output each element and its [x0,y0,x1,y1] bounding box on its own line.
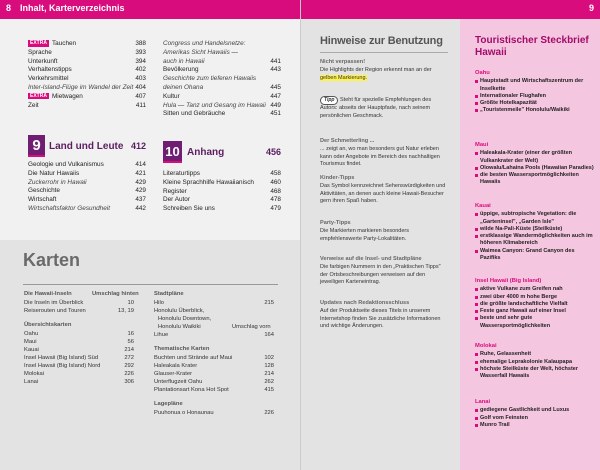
map-entry-title: Maui [24,339,37,345]
tip-badge: Tipp [320,96,338,105]
map-entry[interactable] [24,378,134,386]
map-subheader: Übersichtskarten [24,322,72,328]
feature-text: Olowalu/Lahaina Pools (Hawaiian Paradies) [480,164,594,171]
profile-island [475,70,595,115]
profile-title: Touristischer Steckbrief Hawaii [475,35,589,58]
island-feature [475,422,595,429]
map-entry[interactable] [154,362,274,370]
map-entry[interactable] [154,386,274,394]
toc-entry-title: Literaturtipps [163,170,200,177]
header-title: Inhalt, Karterverzeichnis [20,3,125,13]
toc-entry-page: 445 [270,83,281,91]
toc-entry-page: 460 [270,178,281,186]
toc-entry[interactable] [28,75,146,84]
usage-title: Hinweise zur Benutzung [320,35,443,47]
usage-text: Auf der Produktseite dieses Titels in unserem Internetshop finden Sie zusätzliche Informationen und wichtige Änderungen. [320,308,441,330]
toc-entry-page: 441 [270,57,281,65]
right-page [301,0,600,470]
toc-entry[interactable] [28,187,146,196]
toc-entry-page: 414 [135,161,146,168]
island-feature [475,165,595,172]
map-entry-title: Insel Hawaii (Big Island) Nord [24,363,101,369]
island-feature [475,294,595,301]
map-entry-title: Honolulu Waikiki [158,324,201,330]
map-entry-title: Die Inseln im Überblick [24,300,84,306]
toc-entry-title: Geologie und Vulkanismus [28,161,104,168]
usage-text: Das Symbol kennzeichnet Sehenswürdigkeiten und Aktivitäten, an denen auch kleine Hawaii-Besucher gern ihren Spaß haben. [320,183,446,205]
map-entry[interactable] [154,354,274,362]
toc-entry-page: 458 [270,170,281,177]
island-feature [475,248,595,263]
island-feature [475,150,595,165]
map-entry[interactable] [154,323,274,331]
feature-text: aktive Vulkane zum Greifen nah [480,286,563,293]
map-subheader: Lagepläne [154,401,183,407]
profile-island [475,278,595,330]
toc-entry-title: Schreiben Sie uns [163,205,215,213]
left-header [0,0,301,19]
feature-text: gediegene Gastlichkeit und Luxus [480,407,570,414]
island-feature [475,211,595,226]
right-header [301,0,600,19]
toc-entry-page: 411 [135,101,146,109]
toc-entry-title: Geschichte [28,187,60,195]
toc-entry-title: deinen Ohana [163,83,204,91]
profile-island [475,343,595,380]
map-entry[interactable] [24,354,134,362]
toc-entry[interactable] [163,205,281,214]
feature-text: beste und sehr gute Wassersportmöglichkeiten [480,315,551,329]
map-entry[interactable] [154,315,274,323]
usage-text: Die farbigen Nummern in den „Praktischen Tipps" der Ortsbeschreibungen verweisen auf den jeweiligen Karteneintrag. [320,264,441,286]
usage-section-title: Der Schmetterling ... [320,138,375,144]
island-title: Oahu [475,70,490,76]
usage-section-title: Verweise auf die Insel- und Stadtpläne [320,256,422,262]
map-entry-page: 226 [264,410,274,416]
map-entry-location: Umschlag vorn [232,324,271,330]
toc-entry[interactable] [28,170,146,179]
map-entry[interactable] [154,307,274,315]
toc-entry[interactable] [28,196,146,205]
map-entry-page: 16 [127,331,134,337]
usage-text: Steht für spezielle Empfehlungen des Autors: abseits der Hauptpfade, nach seinem persönlichen Geschmack. [320,97,432,119]
usage-section [320,256,448,287]
map-entry[interactable] [154,299,274,307]
map-entry[interactable] [24,307,134,315]
toc-entry-title: Verhaltenstipps [28,66,72,74]
chapter-page: 456 [265,147,281,157]
island-feature [475,78,595,93]
toc-entry[interactable] [163,170,281,179]
map-entry-title: Honolulu Downtown, [158,316,212,322]
toc-entry-page: 403 [135,75,146,83]
map-entry-title: Buchten und Strände auf Maui [154,355,233,361]
map-entry-title: Oahu [24,331,39,337]
map-entry-page: 102 [264,355,274,361]
feature-text: höchste Steilküste der Welt, höchster Wasserfall Hawaiis [480,365,579,380]
map-entry-page: 306 [124,379,134,385]
map-entry[interactable] [154,370,274,378]
toc-entry-title: auch in Hawaii [163,57,205,65]
toc-entry-title: Zuckerrohr in Hawaii [28,178,87,186]
map-entry-title: Kauai [24,347,39,353]
usage-section-title: Updates nach Redaktionsschluss [320,300,410,306]
map-subheader: Thematische Karten [154,346,210,352]
island-feature [475,366,595,381]
feature-text: Ruhe, Gelassenheit [480,351,532,358]
toc-entry-title: Verkehrsmittel [28,75,69,83]
toc-entry[interactable] [163,188,281,197]
toc-entry[interactable] [28,58,146,67]
map-entry-page: 214 [124,347,134,353]
map-entry-page: 128 [264,363,274,369]
chapter-title: Anhang [187,147,225,158]
toc-entry-page: 479 [270,205,281,213]
feature-text: Haleakala-Krater (einer der größten Vulkankrater der Welt) [480,150,573,164]
feature-text: Munro Trail [480,421,510,428]
island-feature [475,407,595,414]
island-feature [475,107,595,114]
toc-entry-page: 437 [135,196,146,204]
map-entry-location: Umschlag hinten [92,291,139,297]
feature-text: üppige, subtropische Vegetation: die „Garteninsel", „Garden Isle" [480,211,577,225]
toc-entry-title: Sprache [28,48,52,56]
toc-entry-page: 447 [270,92,281,100]
island-feature [475,308,595,315]
toc-entry-page: 429 [135,178,146,186]
map-entry-title: Hilo [154,300,164,306]
map-entry-title: Plantationsart Kona Hot Spot [154,387,229,393]
map-entry-page: 13, 19 [117,308,134,314]
toc-entry-page: 449 [270,101,281,109]
usage-section [320,138,448,169]
toc-entry[interactable] [163,179,281,188]
island-title: Lanai [475,399,491,405]
map-entry[interactable] [24,362,134,370]
toc-entry[interactable] [28,93,146,102]
map-entry[interactable] [24,370,134,378]
highlight-sample: gelben Markierung. [320,74,368,81]
map-entry-title: Honolulu Überblick, [154,308,205,314]
toc-entry[interactable] [28,49,146,58]
toc-entry[interactable] [163,66,281,75]
toc-entry[interactable] [28,205,146,214]
map-entry[interactable] [154,331,274,339]
page-number-left: 8 [6,3,12,13]
feature-text: ehemalige Leprakolonie Kalaupapa [480,358,573,365]
toc-entry[interactable] [28,84,146,93]
map-entry-title: Reiserouten und Touren [24,308,86,314]
map-entry-page: 415 [264,387,274,393]
feature-text: Größte Hotelkapazität [480,100,537,107]
toc-entry-title: Wirtschaft [28,196,57,204]
map-entry-title: Haleakala Krater [154,363,198,369]
map-entry[interactable] [24,346,134,354]
island-feature [475,100,595,107]
island-feature [475,301,595,308]
island-feature [475,359,595,366]
island-feature [475,286,595,293]
toc-entry[interactable] [28,40,146,49]
toc-entry-title: Congress und Handelsnetze: [163,40,246,47]
toc-entry-title: Die Natur Hawaiis [28,169,80,177]
feature-text: Hauptstadt und Wirtschaftszentrum der Inselkette [480,78,584,92]
toc-chapter-10 [163,170,281,214]
toc-entry-page: 429 [135,187,146,195]
usage-section [320,300,448,331]
toc-entry-page: 402 [135,66,146,74]
page-number-right: 9 [588,3,594,13]
feature-text: Waimea Canyon: Grand Canyon des Pazifiks [480,247,575,262]
usage-section [320,59,448,82]
map-entry-page: 272 [124,355,134,361]
maps-column-2 [154,290,274,417]
island-feature [475,93,595,100]
usage-section [320,175,448,206]
toc-entry-title: Amerikas Sicht Hawaiis — [163,48,238,56]
toc-entry-page: 442 [135,204,146,212]
map-entry-page: 262 [264,379,274,385]
island-feature [475,172,595,187]
island-feature [475,226,595,233]
feature-text: wilde Na-Pali-Küste (Steilküste) [480,225,563,232]
map-entry[interactable] [24,299,134,307]
map-entry-title: Die Hawaii-Inseln [24,291,72,297]
toc-entry-title: Register [163,187,187,195]
toc-chapter-9 [28,161,146,214]
island-title: Kauai [475,203,491,209]
toc-entry-title: Hula — Tanz und Gesang im Hawaii [163,101,266,109]
toc-entry-page: 451 [270,110,281,118]
profile-island [475,142,595,187]
toc-entry[interactable] [28,179,146,188]
map-entry[interactable] [24,338,134,346]
chapter-number: 9 [28,135,45,157]
island-feature [475,315,595,330]
map-entry-page: 10 [127,300,134,306]
toc-entry-title: Unterkunft [28,57,58,65]
feature-text: erstklassige Wandermöglichkeiten auch im höheren Klimabereich [480,233,593,247]
extra-tag: EXTRA [30,40,47,46]
map-subheader: Stadtpläne [154,291,184,297]
karten-title: Karten [23,250,81,270]
map-entry-page: 56 [127,339,134,345]
island-feature [475,351,595,358]
toc-entry-page: 388 [135,40,146,47]
toc-entry[interactable] [163,93,281,102]
feature-text: zwei über 4000 m hohe Berge [480,293,558,300]
map-entry-title: Glauser-Krater [154,371,193,377]
feature-text: „Touristenmeile" Honolulu/Waikiki [480,107,570,114]
toc-entry-title: Tauchen [51,40,77,47]
island-feature [475,233,595,248]
toc-entry-page: 468 [270,187,281,195]
usage-section-title: Kinder-Tipps [320,175,355,181]
island-title: Insel Hawaii (Big Island) [475,278,542,284]
toc-entry[interactable] [163,84,281,93]
toc-entry-title: Sitten und Gebräuche [163,110,226,118]
toc-entry-title: Inter-Island-Flüge im Wandel der Zeit [28,83,134,91]
map-entry[interactable] [24,330,134,338]
toc-entry[interactable] [163,40,281,49]
toc-entry[interactable] [163,196,281,205]
map-entry-page: 215 [264,300,274,306]
toc-entry-title: Kleine Sprachhilfe Hawaiianisch [163,178,254,186]
map-entry-page: 226 [124,371,134,377]
feature-text: die größte landschaftliche Vielfalt [480,300,568,307]
map-entry-title: Insel Hawaii (Big Island) Süd [24,355,99,361]
toc-entry-page: 394 [135,57,146,65]
map-entry-title: Puuhonua o Honaunau [154,410,214,416]
divider [23,284,278,285]
usage-section [320,220,448,243]
toc-entry-page: 393 [135,48,146,56]
chapter-title: Land und Leute [49,141,124,152]
map-entry-title: Molokai [24,371,44,377]
toc-entry-title: Wirtschaftsfaktor Gesundheit [28,204,110,212]
toc-entry[interactable] [163,75,281,84]
maps-column-1 [24,290,139,386]
map-entry[interactable] [154,409,274,417]
toc-entry-title: Kultur [163,92,180,100]
toc-entry-page: 404 [135,83,146,91]
map-entry[interactable] [24,290,139,299]
toc-entry[interactable] [28,102,146,111]
toc-entry[interactable] [28,66,146,75]
toc-entry-title: Der Autor [163,196,190,204]
feature-text: Internationaler Flughafen [480,92,547,99]
usage-section-title: Nicht verpassen! [320,59,366,65]
toc-entry-title: Zeit [28,101,39,109]
toc-entry-title: Mietwagen [51,92,83,100]
extra-tag: EXTRA [30,92,47,99]
toc-entry[interactable] [163,102,281,111]
chapter-page: 412 [130,141,146,151]
chapter-number: 10 [163,141,182,163]
profile-island [475,399,595,429]
map-entry-page: 214 [264,371,274,377]
toc-entry-title: Bevölkerung [163,66,199,74]
map-entry-title: Lanai [24,379,39,385]
toc-entry-title: Geschichte zum tieferen Hawaiis [163,75,257,83]
map-entry-page: 164 [264,332,274,338]
map-entry-title: Lihue [154,332,169,338]
toc-entry-page: 478 [270,196,281,204]
map-entry-page: 292 [124,363,134,369]
map-entry-title: Unterflugzeit Oahu [154,379,203,385]
island-title: Maui [475,142,489,148]
island-title: Molokai [475,343,497,349]
toc-entry-page: 407 [135,92,146,100]
chapter-10-heading[interactable] [163,141,281,165]
usage-section-title: Party-Tipps [320,220,351,226]
usage-text: ... zeigt an, wo man besonders gut Natur erleben kann oder Angebote im Bereich des nachhaltigen Tourismus findet. [320,146,440,168]
toc-column-2 [163,40,281,119]
toc-column-1 [28,40,146,110]
usage-section [320,96,448,120]
feature-text: die besten Wassersportmöglichkeiten Hawaiis [480,172,579,186]
toc-entry-page: 443 [270,66,281,74]
map-entry[interactable] [154,378,274,386]
profile-island [475,203,595,262]
toc-entry-page: 421 [135,169,146,177]
toc-entry[interactable] [28,161,146,170]
usage-text: Die Markierten markieren besonders empfehlenswerte Party-Lokalitäten. [320,228,409,242]
chapter-9-heading[interactable] [28,135,146,159]
feature-text: Feste ganz Hawaii auf einer Insel [480,308,566,315]
toc-entry[interactable] [163,58,281,67]
divider [320,52,448,53]
island-feature [475,415,595,422]
usage-text: Die Highlights der Region erkennt man an der [320,67,432,74]
toc-entry[interactable] [163,110,281,119]
feature-text: Golf vom Feinsten [480,414,528,421]
toc-entry[interactable] [163,49,281,58]
